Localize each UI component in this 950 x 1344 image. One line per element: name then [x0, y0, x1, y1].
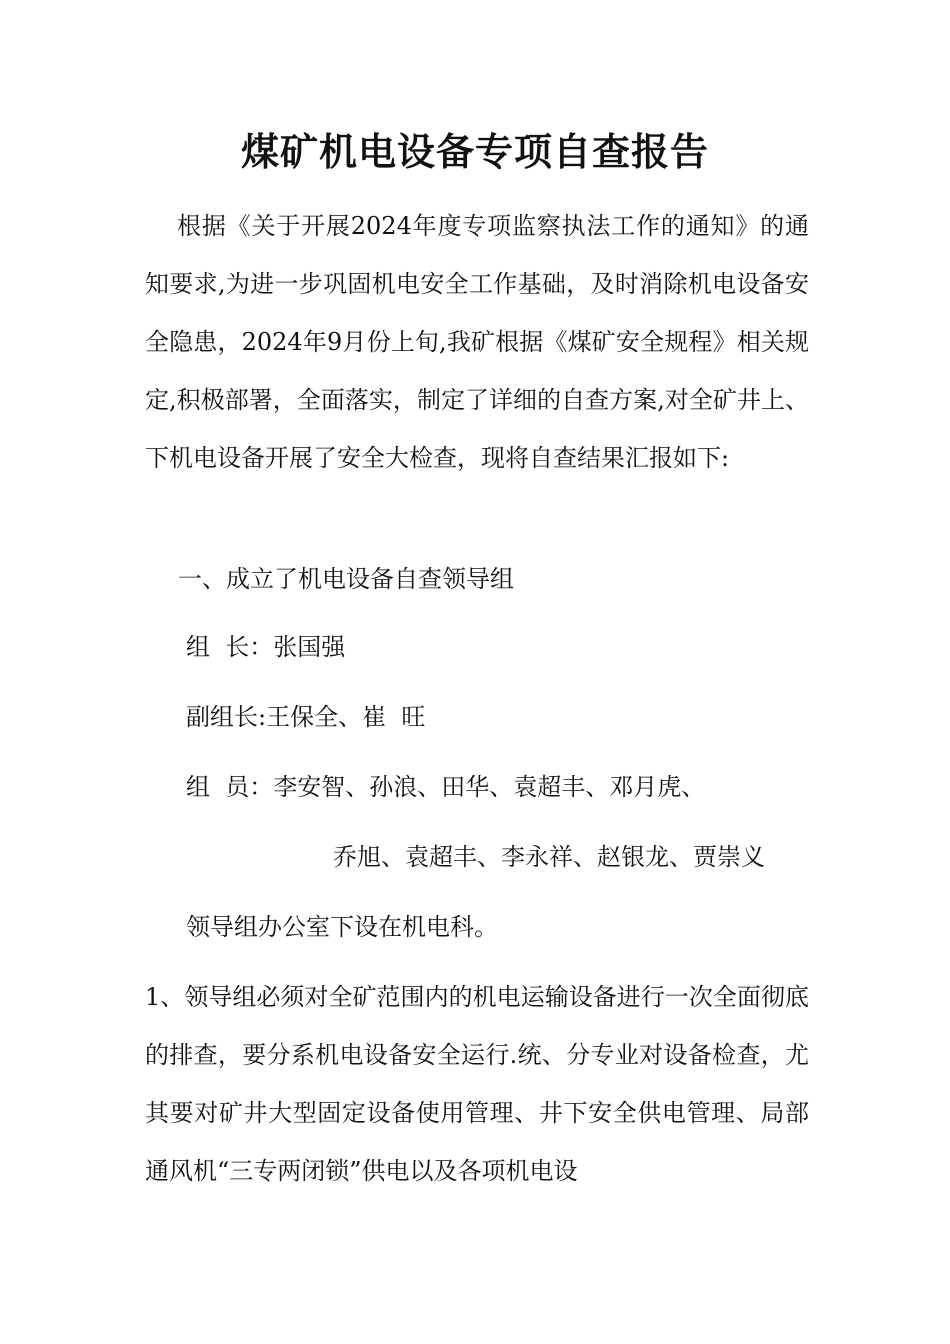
- members-line-1: 组 员：李安智、孙浪、田华、袁超丰、邓月虎、: [186, 773, 706, 801]
- intro-paragraph: 根据《关于开展2024年度专项监察执法工作的通知》的通知要求,为进一步巩固机电安全工作基础，及时消除机电设备安全隐患，2024年9月份上旬,我矿根据《煤矿安全规程》相关规定,积极部署，全面落实，制定了详细的自查方案,对全矿井上、下机电设备开展了安全大检查，现将自查结果汇报如下:: [145, 212, 809, 472]
- members-line-2: 乔旭、袁超丰、李永祥、赵银龙、贾崇义: [333, 843, 765, 871]
- group-leader-line: 组 长：张国强: [186, 633, 346, 661]
- office-note: 领导组办公室下设在机电科。: [186, 913, 498, 941]
- section-heading: 一、成立了机电设备自查领导组: [178, 565, 514, 593]
- deputy-leaders-line: 副组长:王保全、崔 旺: [186, 703, 426, 731]
- document-title: 煤矿机电设备专项自查报告: [240, 129, 709, 174]
- item-1-paragraph: 1、领导组必须对全矿范围内的机电运输设备进行一次全面彻底的排查，要分系机电设备安全运行.统、分专业对设备检查，尤其要对矿井大型固定设备使用管理、井下安全供电管理、局部通风机“三专两闭锁”供电以及各项机电设: [145, 983, 809, 1185]
